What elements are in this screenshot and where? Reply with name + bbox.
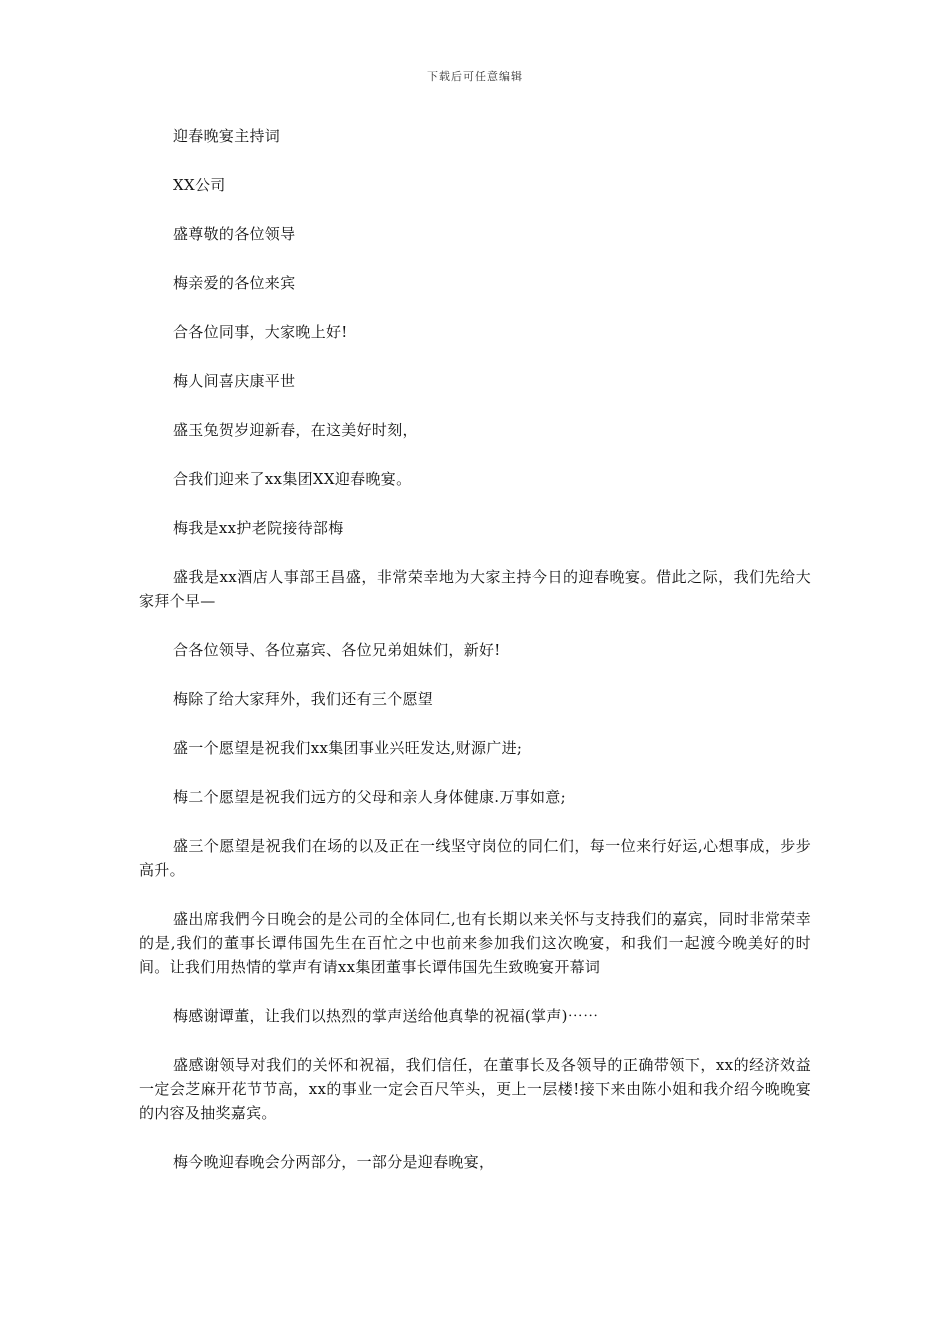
document-body [139,124,811,1199]
paragraph: 梅感谢谭董，让我们以热烈的掌声送给他真挚的祝福(掌声)⋯⋯ [173,1007,599,1025]
document-title: 迎春晚宴主持词 [173,127,281,145]
paragraph: 盛尊敬的各位领导 [173,225,296,243]
paragraph: 梅二个愿望是祝我们远方的父母和亲人身体健康.万事如意; [173,788,566,806]
paragraph: 盛三个愿望是祝我们在场的以及正在一线坚守岗位的同仁们，每一位来行好运,心想事成，步步高升。 [139,837,811,879]
paragraph: 盛玉兔贺岁迎新春，在这美好时刻， [173,421,418,439]
paragraph: 梅今晚迎春晚会分两部分，一部分是迎春晚宴， [173,1153,495,1171]
paragraph: 梅除了给大家拜外，我们还有三个愿望 [173,690,434,708]
header-note: 下载后可任意编辑 [427,70,523,83]
company-name: XX公司 [173,176,226,194]
paragraph: 盛我是xx酒店人事部王昌盛，非常荣幸地为大家主持今日的迎春晚宴。借此之际，我们先给大家拜个早— [139,568,811,610]
paragraph: 盛感谢领导对我们的关怀和祝福，我们信任，在董事长及各领导的正确带领下，xx的经济效益一定会芝麻开花节节高，xx的事业一定会百尺竿头，更上一层楼!接下来由陈小姐和我介绍今晚晚宴的内容及抽奖嘉宾。 [139,1056,811,1122]
paragraph: 合各位领导、各位嘉宾、各位兄弟姐妹们，新好! [173,641,501,659]
paragraph: 合各位同事，大家晚上好! [173,323,348,341]
paragraph: 梅人间喜庆康平世 [173,372,296,390]
paragraph: 梅亲爱的各位来宾 [173,274,296,292]
paragraph: 合我们迎来了xx集团XX迎春晚宴。 [173,470,412,488]
paragraph: 梅我是xx护老院接待部梅 [173,519,344,537]
paragraph: 盛出席我們今日晚会的是公司的全体同仁,也有长期以来关怀与支持我们的嘉宾，同时非常荣幸的是,我们的董事长谭伟国先生在百忙之中也前来参加我们这次晚宴，和我们一起渡今晚美好的时间。让我们用热情的掌声有请xx集团董事长谭伟国先生致晚宴开幕词 [139,910,811,976]
paragraph: 盛一个愿望是祝我们xx集团事业兴旺发达,财源广进; [173,739,523,757]
